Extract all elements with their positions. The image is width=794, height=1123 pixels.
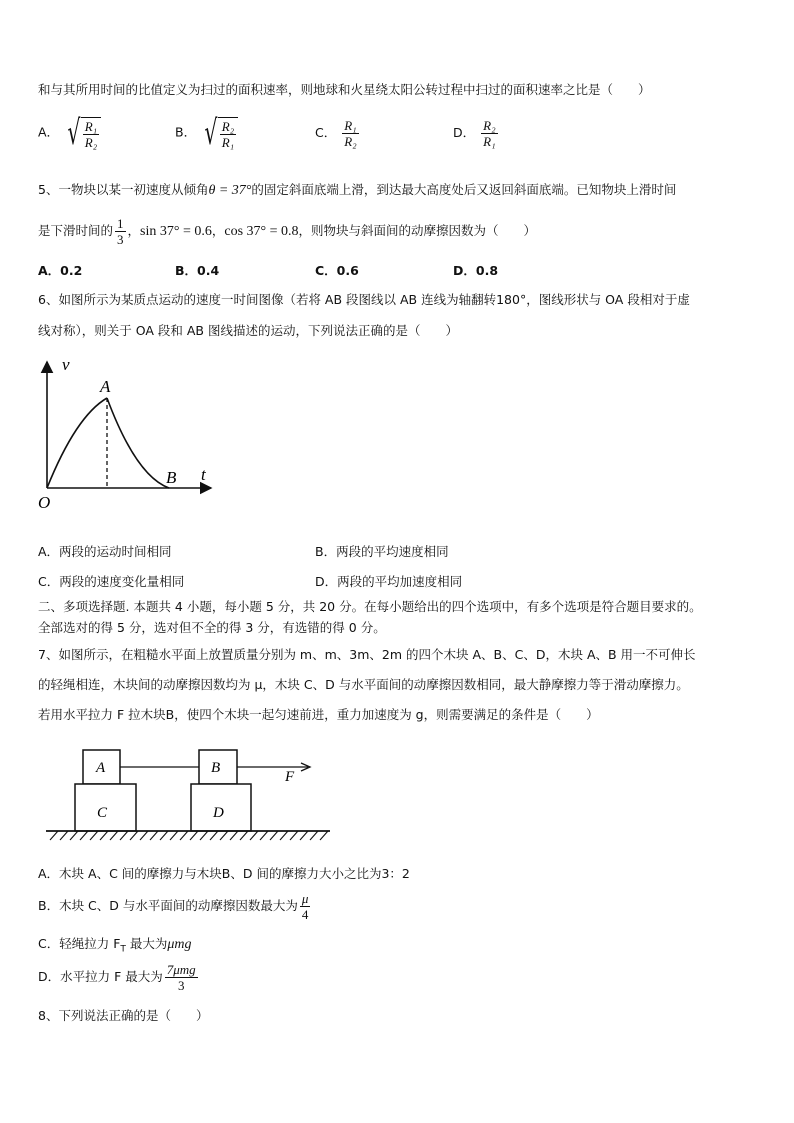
q5-sin: sin 37° = 0.6 (140, 224, 212, 239)
q6-option-a: A．两段的运动时间相同 (38, 544, 172, 559)
q7-line1: 7、如图所示，在粗糙水平面上放置质量分别为 m、m、3m、2m 的四个木块 A、B、C、D，木块 A、B 用一不可伸长 (38, 647, 696, 662)
q7-label-b: B (211, 760, 221, 776)
q4-option-b-num: R₂ (221, 118, 235, 134)
q7-option-c-sub: T (120, 944, 126, 955)
q5-theta: θ = 37° (208, 183, 252, 198)
q6-option-d: D．两段的平均加速度相同 (315, 574, 463, 589)
q7-option-d-num: 7μmg (166, 962, 196, 977)
q4-option-c (315, 118, 361, 149)
q4-option-a-letter: A． (38, 124, 60, 140)
q7-blocks-diagram (40, 740, 340, 845)
q7-label-f: F (285, 769, 295, 785)
q5-option-a: A．0.2 (38, 263, 83, 278)
q7-option-a: A．木块 A、C 间的摩擦力与木块B、D 间的摩擦力大小之比为3：2 (38, 866, 410, 881)
section2-line1: 二、多项选择题. 本题共 4 小题，每小题 5 分，共 20 分。在每小题给出的四个选项中，有多个选项是符合题目要求的。 (38, 599, 702, 614)
q7-option-b-num: μ (301, 891, 309, 906)
q7-label-a: A (96, 760, 106, 776)
q4-option-a-sqrt: √ $\frac{\text{R₁}}{\text{R₂}}$ (63, 116, 101, 150)
q5-line2-b: ，则物块与斜面间的动摩擦因数为（ ） (298, 223, 537, 238)
q7-line3: 若用水平拉力 F 拉木块B，使四个木块一起匀速前进，重力加速度为 g，则需要满足的条件是（ ） (38, 707, 599, 722)
q7-label-c: C (97, 805, 108, 821)
q5-frac-den: 3 (117, 232, 124, 247)
q6-line1: 6、如图所示为某质点运动的速度一时间图像（若将 AB 段图线以 AB 连线为轴翻转180°，图线形状与 OA 段相对于虚 (38, 292, 690, 307)
q4-option-c-den: R₂ (344, 134, 357, 149)
q4-option-d-num: R₂ (483, 118, 496, 133)
q6-label-b: B (166, 468, 177, 487)
q5-frac-num: 1 (117, 216, 124, 231)
q7-option-d-text: D．水平拉力 F 最大为 (38, 969, 163, 984)
q4-option-b-sqrt: √ $\frac{\text{R₂}}{\text{R₁}}$ (200, 116, 238, 150)
q4-option-b-letter: B． (175, 124, 197, 140)
q4-option-d-letter: D． (453, 125, 476, 140)
q6-option-b: B．两段的平均速度相同 (315, 544, 449, 559)
q5-line2-a: 是下滑时间的 (38, 223, 114, 238)
q7-ground-hatching (50, 831, 328, 840)
q6-vt-graph (36, 356, 226, 516)
q5-option-d: D．0.8 (453, 263, 499, 278)
q7-option-b-text: B．木块 C、D 与水平面间的动摩擦因数最大为 (38, 898, 298, 913)
q7-option-b-den: 4 (301, 907, 309, 922)
q7-option-c-text: C．轻绳拉力 F (38, 936, 121, 951)
q7-option-d (38, 962, 200, 993)
q7-line2: 的轻绳相连，木块间的动摩擦因数均为 μ，木块 C、D 与水平面间的动摩擦因数相同，最大静摩擦力等于滑动摩擦力。 (38, 677, 689, 692)
q7-option-d-den: 3 (177, 978, 185, 993)
q6-option-c: C．两段的速度变化量相同 (38, 574, 185, 589)
q5-line1-a: 5、一物块以某一初速度从倾角 (38, 182, 209, 197)
q4-option-d-den: R₁ (483, 134, 496, 149)
q6-label-o: O (38, 493, 51, 512)
q5-line1-b: 的固定斜面底端上滑，到达最大高度处后又返回斜面底端。已知物块上滑时间 (251, 182, 677, 197)
q4-option-c-letter: C． (315, 125, 337, 140)
q7-label-d: D (213, 805, 224, 821)
q7-option-c (38, 934, 192, 955)
q5-option-b: B．0.4 (175, 263, 220, 278)
q4-option-a-den: R₂ (84, 134, 98, 150)
q4-option-a (38, 113, 101, 153)
q4-stem-tail: 和与其所用时间的比值定义为扫过的面积速率，则地球和火星绕太阳公转过程中扫过的面积速率之比是（ ） (38, 82, 651, 97)
q7-option-b (38, 891, 312, 922)
q8-line1: 8、下列说法正确的是（ ） (38, 1008, 209, 1023)
q7-option-c-math: μmg (167, 937, 192, 952)
q6-label-t: t (201, 465, 206, 484)
q4-option-a-num: R₁ (84, 118, 98, 134)
section2-line2: 全部选对的得 5 分，选对但不全的得 3 分，有选错的得 0 分。 (38, 620, 386, 635)
q6-label-v: v (62, 356, 70, 374)
q5-line2: 是下滑时间的 $\frac{1}{3}$ ，sin 37° = 0.6，cos 37° = 0.8，则物块与斜面间的动摩擦因数为（ ） (38, 216, 537, 247)
q4-option-b (175, 113, 238, 153)
q5-cos: cos 37° = 0.8 (224, 224, 299, 239)
q6-oa-curve (47, 398, 107, 488)
q4-option-d (453, 118, 500, 149)
q5-line1 (38, 182, 676, 199)
q6-line2: 线对称），则关于 OA 段和 AB 图线描述的运动，下列说法正确的是（ ） (38, 323, 458, 338)
q6-ab-curve (107, 398, 169, 488)
q7-option-c-tail: 最大为 (125, 936, 168, 951)
q4-option-c-num: R₁ (344, 118, 357, 133)
q4-option-b-den: R₁ (221, 134, 235, 150)
q6-label-a: A (100, 377, 111, 396)
q5-option-c: C．0.6 (315, 263, 359, 278)
